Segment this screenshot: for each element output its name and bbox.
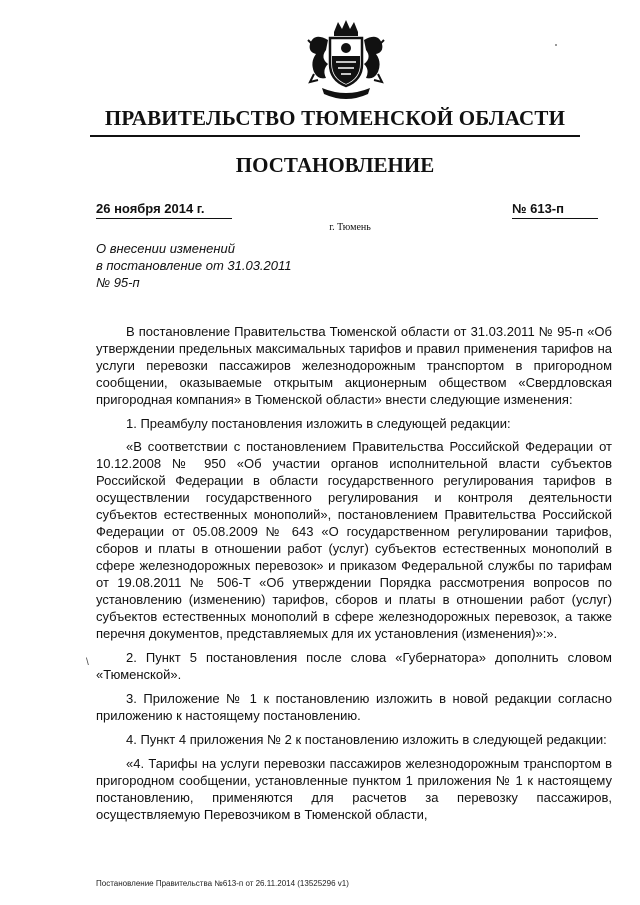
document-number: [512, 200, 598, 219]
subject-line: в постановление от 31.03.2011: [96, 258, 292, 273]
corner-dot: [555, 44, 557, 46]
body-paragraph: «4. Тарифы на услуги перевозки пассажиров железнодорожным транспортом в пригородном сообщении, установленные пунктом 1 приложения № 1 к настоящему постановлению, применяются для расчетов за перевозку пассажиров, осуществляемую Перевозчиком в Тюменской области,: [96, 756, 612, 822]
header-divider: [90, 135, 580, 137]
document-body: [96, 323, 612, 830]
document-subject: [96, 240, 292, 291]
document-date-text: 26 ноября 2014 г.: [96, 201, 205, 216]
body-paragraph: В постановление Правительства Тюменской области от 31.03.2011 № 95-п «Об утверждении предельных максимальных тарифов и правил применения тарифов на услуги перевозки пассажиров железнодорожным транспортом в пригородном сообщении, оказываемые открытым акционерным обществом «Свердловская пригородная компания» в Тюменской области» внести следующие изменения:: [96, 324, 612, 407]
coat-of-arms-icon: [302, 18, 390, 104]
subject-line: О внесении изменений: [96, 241, 235, 256]
footer-note: Постановление Правительства №613-п от 26.11.2014 (13525296 v1): [96, 879, 349, 888]
city: г. Тюмень: [329, 222, 371, 233]
document-number-text: № 613-п: [512, 201, 564, 216]
document-date: [96, 200, 232, 219]
body-paragraph: «В соответствии с постановлением Правительства Российской Федерации от 10.12.2008 № 950 «Об участии органов исполнительной власти субъектов Российской Федерации в области государственного регулирования тарифов в осуществлении государственного регулирования и контроля деятельности субъектов естественных монополий», постановлением Правительства Российской Федерации от 05.08.2009 № 643 «О государственном регулировании тарифов, сборов и платы в отношении работ (услуг) субъектов естественных монополий в сфере железнодорожных перевозок» и приказом Федеральной службы по тарифам от 19.08.2011 № 506-Т «Об утверждении Порядка рассмотрения вопросов по установлению (изменению) тарифов, сборов и платы в отношении работ (услуг) субъектов естественных монополий в сфере железнодорожных перевозок, а также перечня документов, представляемых для их установления (изменения)»:».: [96, 439, 612, 641]
document-type: ПОСТАНОВЛЕНИЕ: [235, 153, 435, 177]
subject-line: № 95-п: [96, 275, 140, 290]
government-title: ПРАВИТЕЛЬСТВО ТЮМЕНСКОЙ ОБЛАСТИ: [104, 106, 566, 130]
body-paragraph: 4. Пункт 4 приложения № 2 к постановлению изложить в следующей редакции:: [126, 732, 607, 747]
margin-mark: \: [86, 657, 89, 668]
body-paragraph: 2. Пункт 5 постановления после слова «Губернатора» дополнить словом «Тюменской».: [96, 650, 612, 682]
body-paragraph: 3. Приложение № 1 к постановлению изложить в новой редакции согласно приложению к настоящему постановлению.: [96, 691, 612, 723]
body-paragraph: 1. Преамбулу постановления изложить в следующей редакции:: [126, 416, 511, 431]
